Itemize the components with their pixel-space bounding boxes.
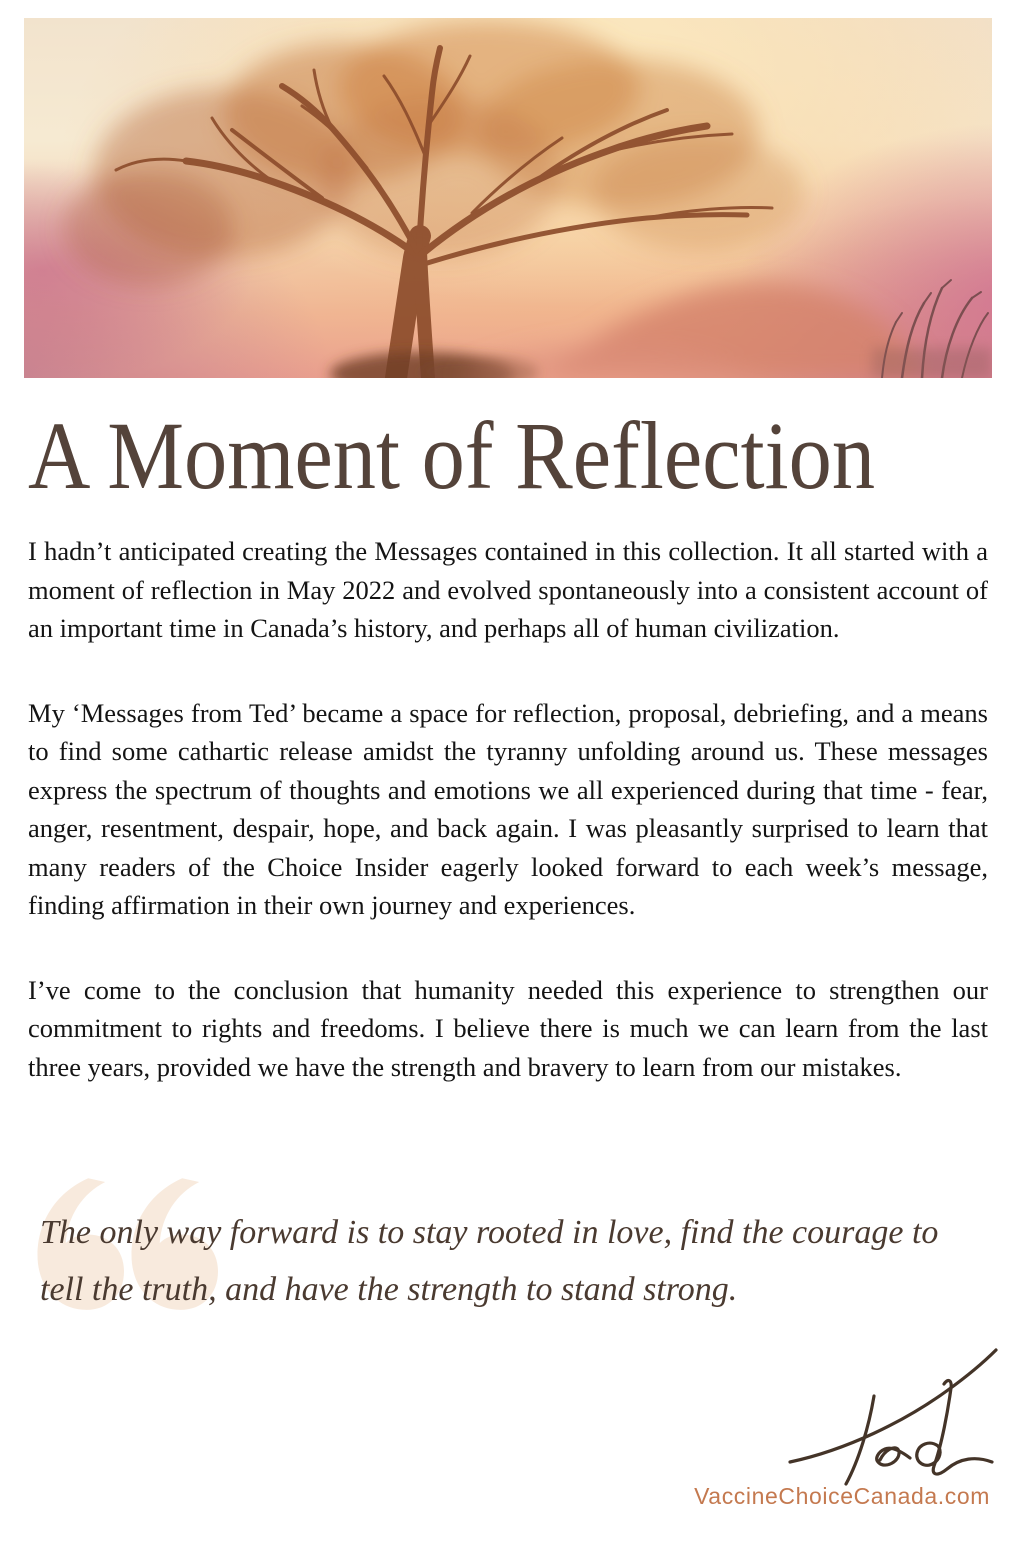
reeds-reflection [872,348,992,378]
tree-silhouette-graphic [24,18,992,378]
ted-signature [786,1342,1000,1490]
hero-image [24,18,992,378]
page-title: A Moment of Reflection [28,402,876,509]
pull-quote-text: The only way forward is to stay rooted in love, find the courage to tell the truth, and have the strength to stand strong. [40,1214,939,1308]
body-paragraph-1: I hadn’t anticipated creating the Messages contained in this collection. It all started with a moment of reflection in May 2022 and evolved spontaneously into a consistent account of an important time in Canada’s history, and perhaps all of human civilization. [28,536,988,643]
pull-quote [28,1172,974,1318]
body-paragraph-3: I’ve come to the conclusion that humanity needed this experience to strengthen our commitment to rights and freedoms. I believe there is much we can learn from the last three years, provided we have the strength and bravery to learn from our mistakes. [28,974,988,1082]
website-link[interactable]: VaccineChoiceCanada.com [694,1483,990,1509]
body-paragraph-2: My ‘Messages from Ted’ became a space for reflection, proposal, debriefing, and a means to find some cathartic release amidst the tyranny unfolding around us. These messages express the spectrum of thoughts and emotions we all experienced during that time - fear, anger, resentment, despair, hope, and back again. I was pleasantly surprised to learn that many readers of the Choice Insider eagerly looked forward to each week’s message, finding affirmation in their own journey and experiences. [28,697,988,920]
article-body [28,532,988,1086]
misty-bush [454,283,926,378]
